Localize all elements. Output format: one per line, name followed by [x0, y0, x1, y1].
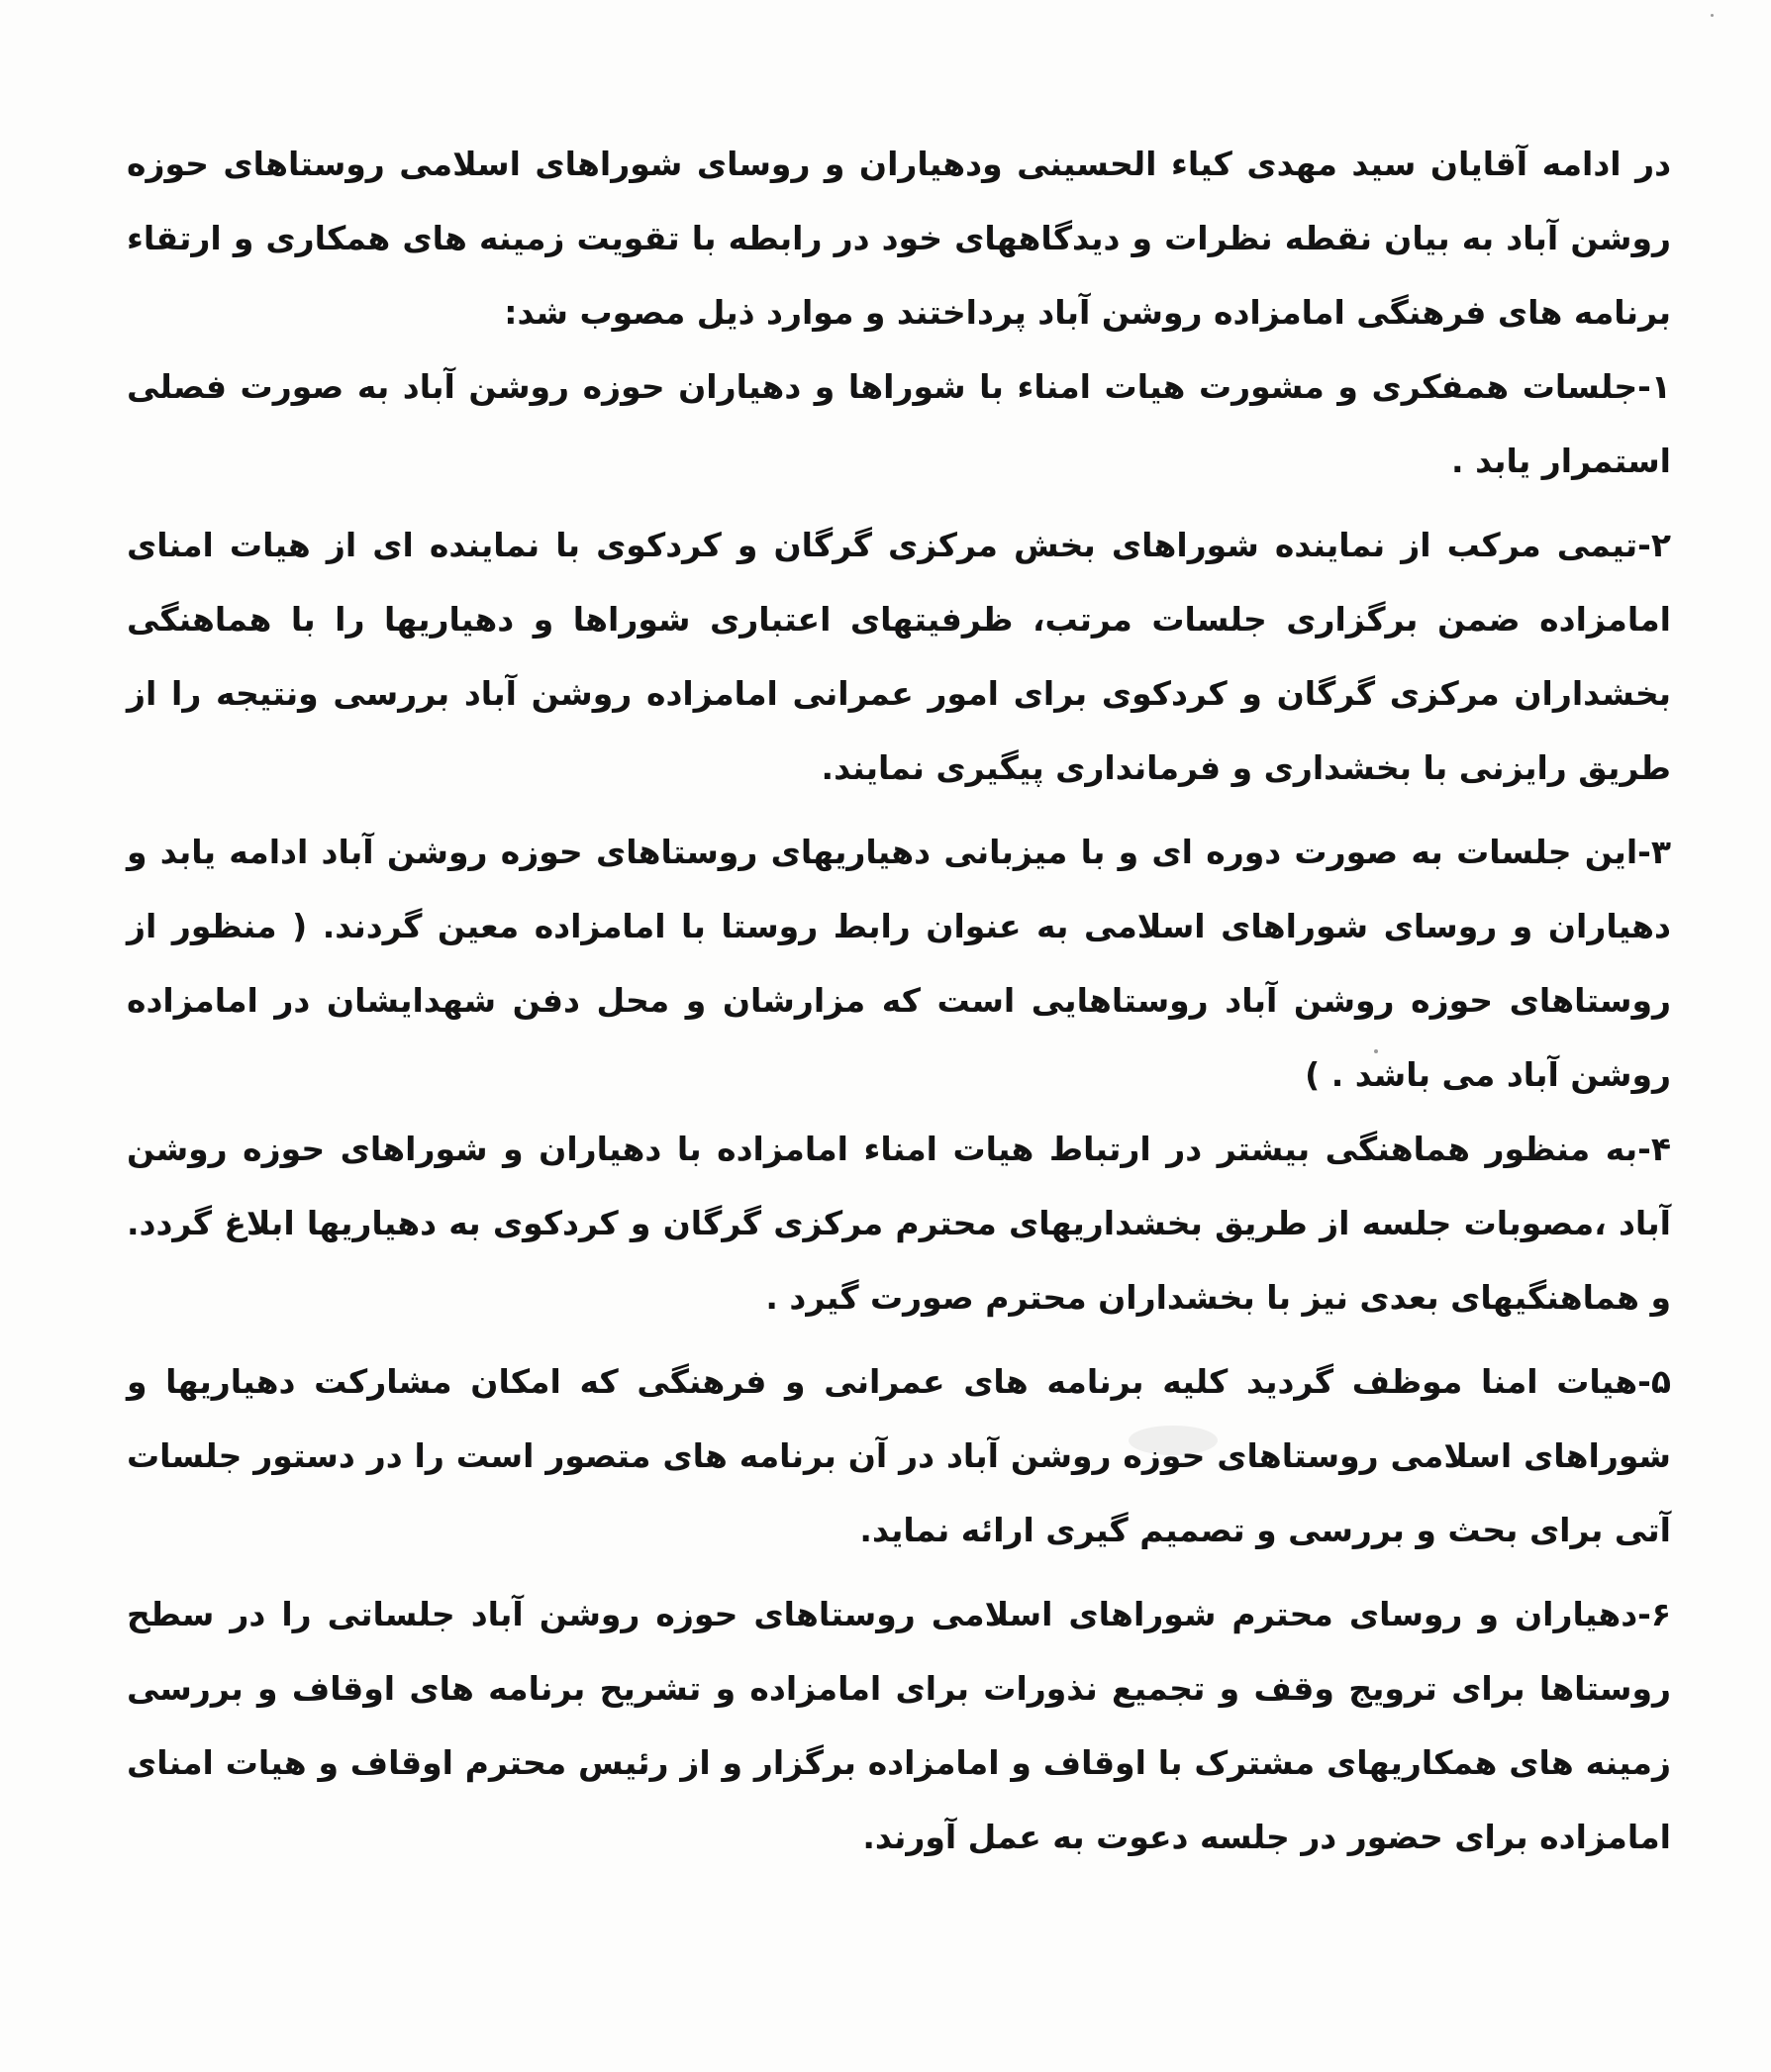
resolution-item-5: ۵-هیات امنا موظف گردید کلیه برنامه های عمرانی و فرهنگی که امکان مشارکت دهیاریها و شوراهای اسلامی روستاهای حوزه روشن آباد در آن برنامه های متصور است را در دستور جلسات آتی برای بحث و بررسی و تصمیم گیری ارائه نماید.	[127, 1362, 1671, 1549]
minutes-text	[127, 127, 1671, 1874]
resolution-item-3: ۳-این جلسات به صورت دوره ای و با میزبانی دهیاریهای روستاهای حوزه روشن آباد ادامه یابد و دهیاران و روسای شوراهای اسلامی به عنوان رابط روستا با امامزاده معین گردند. ( منظور از روستاهای حوزه روشن آباد روستاهایی است که مزارشان و محل دفن شهدایشان در امامزاده روشن آباد می باشد . )	[127, 833, 1671, 1094]
resolution-item-1: ۱-جلسات همفکری و مشورت هیات امناء با شوراها و دهیاران حوزه روشن آباد به صورت فصلی استمرار یابد .	[127, 367, 1671, 480]
scan-speck	[1711, 14, 1714, 17]
resolution-item-6: ۶-دهیاران و روسای محترم شوراهای اسلامی روستاهای حوزه روشن آباد جلساتی را در سطح روستاها برای ترویج وقف و تجمیع نذورات برای امامزاده و تشریح برنامه های اوقاف و بررسی زمینه های همکاریهای مشترک با اوقاف و امامزاده برگزار و از رئیس محترم اوقاف و هیات امنای امامزاده برای حضور در جلسه دعوت به عمل آورند.	[127, 1595, 1671, 1856]
resolution-item-2: ۲-تیمی مرکب از نماینده شوراهای بخش مرکزی گرگان و کردکوی با نماینده ای از هیات امنای امامزاده ضمن برگزاری جلسات مرتب، ظرفیتهای اعتباری شوراها و دهیاریها را با هماهنگی بخشداران مرکزی گرگان و کردکوی برای امور عمرانی امامزاده روشن آباد بررسی ونتیجه را از طریق رایزنی با بخشداری و فرمانداری پیگیری نمایند.	[127, 526, 1671, 787]
resolution-item-4: ۴-به منظور هماهنگی بیشتر در ارتباط هیات امناء امامزاده با دهیاران و شوراهای حوزه روشن آباد ،مصوبات جلسه از طریق بخشداریهای محترم مرکزی گرگان و کردکوی به دهیاریها ابلاغ گردد. و هماهنگیهای بعدی نیز با بخشداران محترم صورت گیرد .	[127, 1130, 1671, 1317]
intro-paragraph: در ادامه آقایان سید مهدی کیاء الحسینی ودهیاران و روسای شوراهای اسلامی روستاهای حوزه روشن آباد به بیان نقطه نظرات و دیدگاههای خود در رابطه با تقویت زمینه های همکاری و ارتقاء برنامه های فرهنگی امامزاده روشن آباد پرداختند و موارد ذیل مصوب شد:	[127, 145, 1671, 332]
